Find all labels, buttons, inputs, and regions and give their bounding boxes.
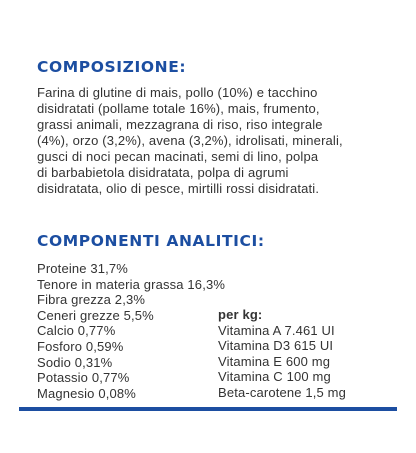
composition-line: Farina di glutine di mais, pollo (10%) e tacchino [37,85,318,100]
analytic-item-proteine: Proteine 31,7% [37,261,128,276]
composition-line: grassi animali, mezzagrana di riso, riso integrale [37,117,323,132]
analytic-item-fibra: Fibra grezza 2,3% [37,292,146,308]
analytic-item-fosforo: Fosforo 0,59% [37,338,124,354]
composition-line: di barbabietola disidratata, polpa di agrumi [37,165,289,180]
bottom-divider [19,407,397,411]
vitamin-item-beta-carotene: Beta-carotene 1,5 mg [218,384,347,400]
vitamin-item-d3: Vitamina D3 615 UI [218,338,334,354]
vitamin-item-a: Vitamina A 7.461 UI [218,322,335,338]
composition-text [37,85,377,197]
analytic-item-potassio: Potassio 0,77% [37,370,130,386]
analytic-item-ceneri: Ceneri grezze 5,5% [37,307,154,323]
per-kg-label: per kg: [218,307,263,322]
vitamin-item-e: Vitamina E 600 mg [218,353,331,369]
composition-line: disidratata, olio di pesce, mirtilli rossi disidratati. [37,181,320,196]
composition-heading: COMPOSIZIONE: [37,58,187,76]
analytic-item-magnesio: Magnesio 0,08% [37,385,136,401]
analytic-item-grassi: Tenore in materia grassa 16,3% [37,276,226,292]
vitamins-list [218,307,346,401]
composition-line: (4%), orzo (3,2%), avena (3,2%), idrolisati, minerali, [37,133,343,148]
analytic-item-sodio: Sodio 0,31% [37,354,113,370]
composition-line: gusci di noci pecan macinati, semi di lino, polpa [37,149,319,164]
composition-line: disidratati (pollame totale 16%), mais, frumento, [37,101,320,116]
vitamin-item-c: Vitamina C 100 mg [218,369,331,385]
analytics-heading: COMPONENTI ANALITICI: [37,232,265,250]
analytic-item-calcio: Calcio 0,77% [37,323,116,339]
analytics-list [37,261,225,401]
